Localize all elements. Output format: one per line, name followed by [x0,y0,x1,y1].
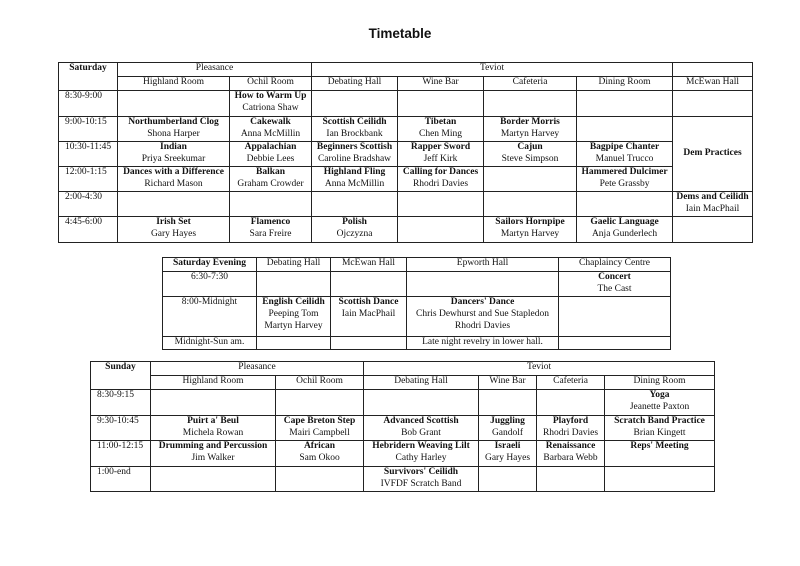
session-cell [312,117,398,142]
session-cell [398,142,484,167]
session-name: Israeli [494,441,521,451]
session-cell [577,192,673,217]
session-cell [479,390,537,416]
session-cell [312,217,398,243]
table-row [59,217,753,243]
session-name: Northumberland Clog [128,117,219,127]
session-leader: IVFDF Scratch Band [380,478,462,489]
session-cell [230,117,312,142]
session-cell [118,142,230,167]
session-cell [479,441,537,467]
session-leader: Chen Ming [419,128,463,139]
session-cell [312,142,398,167]
session-name: Rapper Sword [410,142,471,152]
table-row [91,467,715,492]
session-name: Puirt a' Beul [187,416,239,426]
session-name: Drumming and Percussion [158,441,268,451]
session-cell [118,167,230,192]
session-cell [577,142,673,167]
session-cell [331,337,407,350]
session-leader: Sam Okoo [299,452,340,463]
venue-blank [673,63,753,77]
session-cell [605,390,715,416]
session-leader: Manuel Trucco [595,153,654,164]
session-name: Yoga [649,390,670,400]
session-name: Renaissance [545,441,596,451]
session-cell [151,390,276,416]
session-leader: Debbie Lees [246,153,295,164]
room-header: Ochil Room [230,77,312,91]
session-cell [230,142,312,167]
session-leader: Graham Crowder [237,178,304,189]
session-name: Sailors Hornpipe [495,217,565,227]
time-slot: 9:00-10:15 [59,117,118,142]
session-name: Scottish Ceilidh [322,117,387,127]
session-cell [257,337,331,350]
session-cell [407,297,559,337]
session-name: Dems and Ceilidh [676,192,749,202]
time-slot: 4:45-6:00 [59,217,118,243]
room-header: Wine Bar [398,77,484,91]
session-cell [364,390,479,416]
room-header: Epworth Hall [407,258,559,272]
table-row [91,416,715,441]
session-cell [537,467,605,492]
session-cell [559,297,671,337]
session-cell [537,390,605,416]
saturday-evening-timetable [162,257,671,350]
room-header: Debating Hall [312,77,398,91]
table-row [163,272,671,297]
session-cell [673,117,753,192]
session-leader: Shona Harper [147,128,200,139]
session-name: Dances with a Difference [123,167,224,177]
session-name: Polish [342,217,367,227]
time-slot: 12:00-1:15 [59,167,118,192]
session-name: English Ceilidh [262,297,325,307]
session-cell [577,117,673,142]
session-leader: Mairi Campbell [289,427,350,438]
time-slot: 11:00-12:15 [91,441,151,467]
session-leader: Catriona Shaw [242,102,299,113]
session-cell [673,192,753,217]
day-label: Saturday Evening [163,258,257,272]
session-cell [605,416,715,441]
session-leader: Rhodri Davies [542,427,599,438]
session-cell [151,441,276,467]
session-cell [331,272,407,297]
session-cell [559,272,671,297]
session-name: Irish Set [156,217,191,227]
session-leader: Cathy Harley [395,452,447,463]
session-leader: Martyn Harvey [500,228,560,239]
session-cell [118,217,230,243]
session-cell [230,91,312,117]
session-leader: Ojczyzna [336,228,373,239]
session-leader: Iain MacPhail [341,308,396,319]
session-cell [484,117,577,142]
session-cell [407,337,559,350]
session-name: Calling for Dances [402,167,479,177]
time-slot: 9:30-10:45 [91,416,151,441]
venue-teviot: Teviot [364,362,715,376]
time-slot: 2:00-4:30 [59,192,118,217]
session-cell [151,467,276,492]
day-label: Sunday [91,362,151,390]
room-header: Highland Room [151,376,276,390]
session-cell [398,91,484,117]
session-cell [276,467,364,492]
session-cell [312,192,398,217]
session-leader: Anna McMillin [240,128,301,139]
session-leader: Rhodri Davies [412,178,469,189]
session-cell [605,467,715,492]
table-row [59,117,753,142]
room-header: Cafeteria [537,376,605,390]
session-cell [230,217,312,243]
session-cell [118,91,230,117]
session-name: Cakewalk [250,117,291,127]
session-name: Appalachian [244,142,297,152]
session-cell [276,441,364,467]
session-cell [537,416,605,441]
page-title: Timetable [368,26,432,41]
session-leader: Ian Brockbank [326,128,383,139]
session-cell [118,117,230,142]
room-header: Cafeteria [484,77,577,91]
session-name: Beginners Scottish [316,142,393,152]
session-leader: Rhodri Davies [454,320,511,331]
session-name: Scottish Dance [338,297,399,307]
session-cell [398,167,484,192]
session-leader: Martyn Harvey [264,320,323,331]
session-cell [151,416,276,441]
session-cell [312,167,398,192]
session-cell [479,416,537,441]
time-slot: 10:30-11:45 [59,142,118,167]
room-header: Chaplaincy Centre [559,258,671,272]
session-name: Dem Practices [683,148,742,159]
session-leader: Jeanette Paxton [629,401,690,412]
session-name: Reps' Meeting [630,441,689,451]
time-slot: 8:00-Midnight [163,297,257,337]
session-cell [276,390,364,416]
session-cell [484,142,577,167]
session-cell [331,297,407,337]
time-slot: 8:30-9:15 [91,390,151,416]
session-name: Survivors' Ceilidh [383,467,459,477]
session-name: Highland Fling [323,167,386,177]
room-header: McEwan Hall [331,258,407,272]
room-header: Debating Hall [364,376,479,390]
session-leader: Martyn Harvey [500,128,560,139]
session-leader: Jeff Kirk [423,153,458,164]
venue-teviot: Teviot [312,63,673,77]
session-leader: Gary Hayes [484,452,531,463]
session-name: Border Morris [500,117,560,127]
session-name: Tibetan [424,117,457,127]
session-name: Juggling [490,416,525,426]
session-cell [479,467,537,492]
venue-pleasance: Pleasance [151,362,364,376]
room-header: Dining Room [577,77,673,91]
session-cell [398,117,484,142]
session-cell [537,441,605,467]
session-name: Bagpipe Chanter [589,142,660,152]
table-row [59,192,753,217]
time-slot: Midnight-Sun am. [163,337,257,350]
venue-pleasance: Pleasance [118,63,312,77]
session-leader: Priya Sreekumar [141,153,206,164]
session-name: African [303,441,336,451]
session-leader: Richard Mason [144,178,203,189]
session-name: Cajun [517,142,543,152]
session-cell [312,91,398,117]
session-name: Playford [552,416,589,426]
session-cell [484,192,577,217]
table-row [91,390,715,416]
session-name: Indian [160,142,187,152]
room-header: Wine Bar [479,376,537,390]
session-name: Gaelic Language [590,217,659,227]
room-header: McEwan Hall [673,77,753,91]
session-leader: Peeping Tom [268,308,319,319]
session-leader: Bob Grant [401,427,441,438]
time-slot: 6:30-7:30 [163,272,257,297]
session-name: Cape Breton Step [283,416,356,426]
table-row [163,297,671,337]
session-leader: Steve Simpson [501,153,559,164]
sunday-timetable [90,361,715,492]
day-label: Saturday [59,63,118,91]
session-leader: Anja Gunderlech [591,228,658,239]
session-cell [407,272,559,297]
session-cell [257,272,331,297]
session-name: Concert [598,272,631,282]
session-cell [364,441,479,467]
session-cell [673,91,753,117]
session-leader: Chris Dewhurst and Sue Stapledon [416,308,549,319]
session-cell [398,217,484,243]
session-cell [559,337,671,350]
session-name: Scratch Band Practice [614,416,705,426]
session-note: Late night revelry in lower hall. [422,337,543,347]
session-name: How to Warm Up [234,91,307,101]
session-cell [484,217,577,243]
session-cell [230,192,312,217]
session-leader: Jim Walker [191,452,235,463]
session-name: Flamenco [250,217,291,227]
session-leader: Brian Kingett [633,427,686,438]
session-cell [364,416,479,441]
session-name: Advanced Scottish [383,416,459,426]
session-cell [484,167,577,192]
table-row [91,441,715,467]
saturday-timetable [58,62,753,243]
session-cell [118,192,230,217]
room-header: Dining Room [605,376,715,390]
session-cell [673,217,753,243]
session-cell [276,416,364,441]
room-header: Debating Hall [257,258,331,272]
session-cell [577,91,673,117]
session-leader: Gary Hayes [150,228,197,239]
room-header: Ochil Room [276,376,364,390]
session-name: Balkan [255,167,286,177]
session-name: Hammered Dulcimer [581,167,668,177]
session-leader: The Cast [597,283,632,294]
session-leader: Caroline Bradshaw [317,153,392,164]
table-row [59,91,753,117]
session-cell [484,91,577,117]
session-leader: Pete Grassby [599,178,650,189]
session-leader: Gandolf [491,427,524,438]
time-slot: 8:30-9:00 [59,91,118,117]
session-cell [577,167,673,192]
table-row [163,337,671,350]
session-leader: Anna McMillin [324,178,385,189]
session-name: Hebridern Weaving Lilt [372,441,470,451]
session-leader: Michela Rowan [182,427,244,438]
session-name: Dancers' Dance [450,297,515,307]
session-cell [364,467,479,492]
time-slot: 1:00-end [91,467,151,492]
table-row [59,142,753,167]
room-header: Highland Room [118,77,230,91]
session-cell [257,297,331,337]
session-cell [605,441,715,467]
session-cell [230,167,312,192]
session-leader: Iain MacPhail [685,203,740,214]
session-leader: Sara Freire [249,228,292,239]
session-cell [398,192,484,217]
session-cell [577,217,673,243]
table-row [59,167,753,192]
session-leader: Barbara Webb [543,452,598,463]
